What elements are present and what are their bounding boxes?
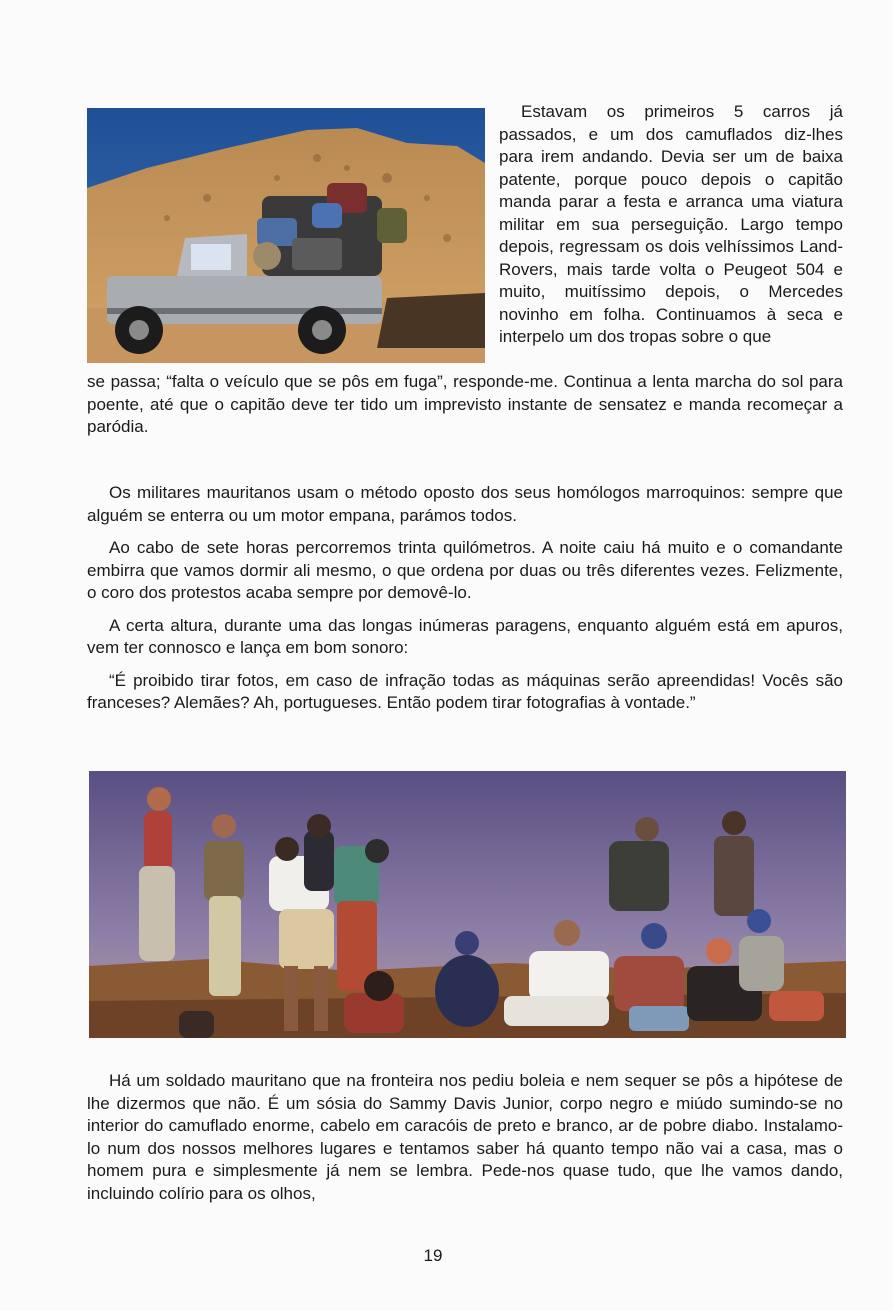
text-block-bottom (87, 1070, 843, 1205)
paragraph: Ao cabo de sete horas percorremos trinta quilómetros. A noite caiu há muito e o comandante embirra que vamos dormir ali mesmo, o que ordena por duas ou três diferentes vezes. Felizmente, o coro dos protestos acaba sempre por demovê-lo. (87, 538, 843, 602)
paragraph-wrap-right (499, 101, 843, 349)
photo-group-at-dusk (89, 771, 846, 1038)
paragraph-text: se passa; “falta o veículo que se pôs em fuga”, responde-me. Continua a lenta marcha do sol para poente, até que o capitão deve ter tido um imprevisto instante de sensatez e manda recomeçar a paródia. (87, 372, 843, 436)
paragraph: Há um soldado mauritano que na fronteira nos pediu boleia e nem sequer se pôs a hipótese de lhe dizermos que não. É um sósia do Sammy Davis Junior, corpo negro e miúdo sumindo-se no interior do camuflado enorme, cabelo em caracóis de preto e branco, ar de pobre diabo. Instalamo-lo num dos nossos melhores lugares e tentamos saber há quanto tempo não vai a casa, mas o homem pura e simplesmente já nem se lembra. Pede-nos quase tudo, que lhe vamos dando, incluindo colírio para os olhos, (87, 1071, 843, 1203)
paragraph-wrap-continuation (87, 371, 843, 439)
paragraph: Os militares mauritanos usam o método oposto dos seus homólogos marroquinos: sempre que alguém se enterra ou um motor empana, parámos todos. (87, 483, 843, 525)
paragraph-text: Estavam os primeiros 5 carros já passados, e um dos camuflados diz-lhes para irem andando. Devia ser um de baixa patente, porque pouco depois o capitão manda parar a festa e arranca uma viatura militar em sua perseguição. Largo tempo depois, regressam os dois velhíssimos Land-Rovers, mais tarde volta o Peugeot 504 e muito, muitíssimo depois, o Mercedes novinho em folha. Continuamos à seca e interpelo um dos tropas sobre o que (499, 102, 843, 346)
page-number: 19 (423, 1246, 443, 1265)
paragraph: A certa altura, durante uma das longas inúmeras paragens, enquanto alguém está em apuros, vem ter connosco e lança em bom sonoro: (87, 615, 843, 657)
text-block-middle (87, 482, 843, 725)
photo-land-rover-desert (87, 108, 485, 363)
paragraph-quote: “É proibido tirar fotos, em caso de infração todas as máquinas serão apreendidas! Vocês são franceses? Alemães? Ah, portugueses. Então podem tirar fotografias à vontade.” (87, 670, 843, 712)
